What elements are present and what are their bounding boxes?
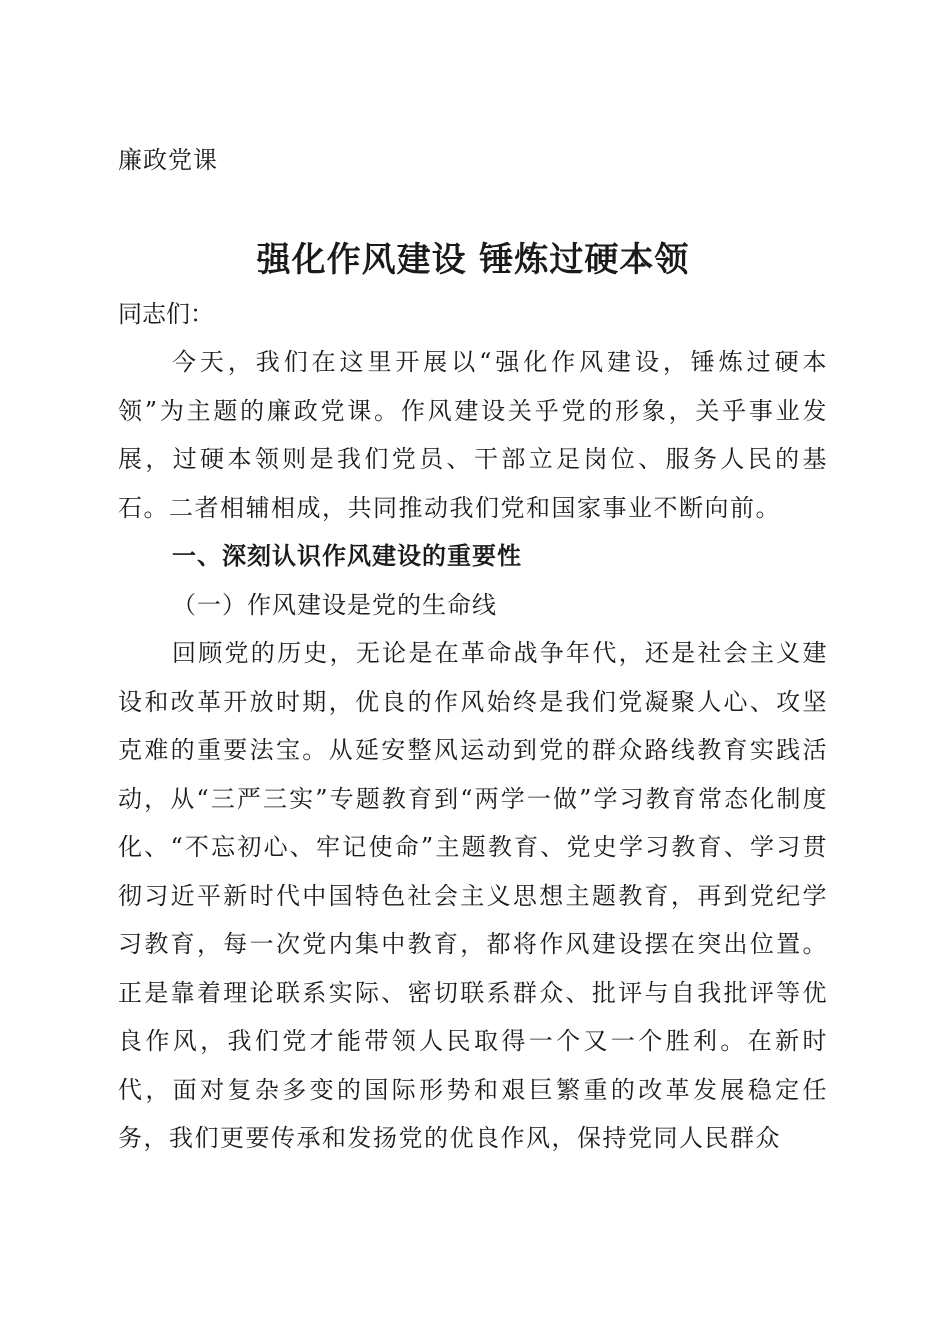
document-body [118, 338, 828, 1163]
body-paragraph: 回顾党的历史，无论是在革命战争年代，还是社会主义建设和改革开放时期，优良的作风始终是我们党凝聚人心、攻坚克难的重要法宝。从延安整风运动到党的群众路线教育实践活动，从“三严三实”专题教育到“两学一做”学习教育常态化制度化、“不忘初心、牢记使命”主题教育、党史学习教育、学习贯彻习近平新时代中国特色社会主义思想主题教育，再到党纪学习教育，每一次党内集中教育，都将作风建设摆在突出位置。正是靠着理论联系实际、密切联系群众、批评与自我批评等优良作风，我们党才能带领人民取得一个又一个胜利。在新时代，面对复杂多变的国际形势和艰巨繁重的改革发展稳定任务，我们更要传承和发扬党的优良作风，保持党同人民群众 [118, 639, 828, 1152]
document-title: 强化作风建设 锤炼过硬本领 [256, 240, 690, 280]
intro-paragraph: 今天，我们在这里开展以“强化作风建设，锤炼过硬本领”为主题的廉政党课。作风建设关乎党的形象，关乎事业发展，过硬本领则是我们党员、干部立足岗位、服务人民的基石。二者相辅相成，共同推动我们党和国家事业不断向前。 [118, 348, 828, 522]
salutation: 同志们： [118, 300, 214, 328]
subsection-heading: （一）作风建设是党的生命线 [172, 590, 497, 619]
document-category: 廉政党课 [118, 146, 218, 174]
section-heading: 一、深刻认识作风建设的重要性 [172, 542, 522, 570]
